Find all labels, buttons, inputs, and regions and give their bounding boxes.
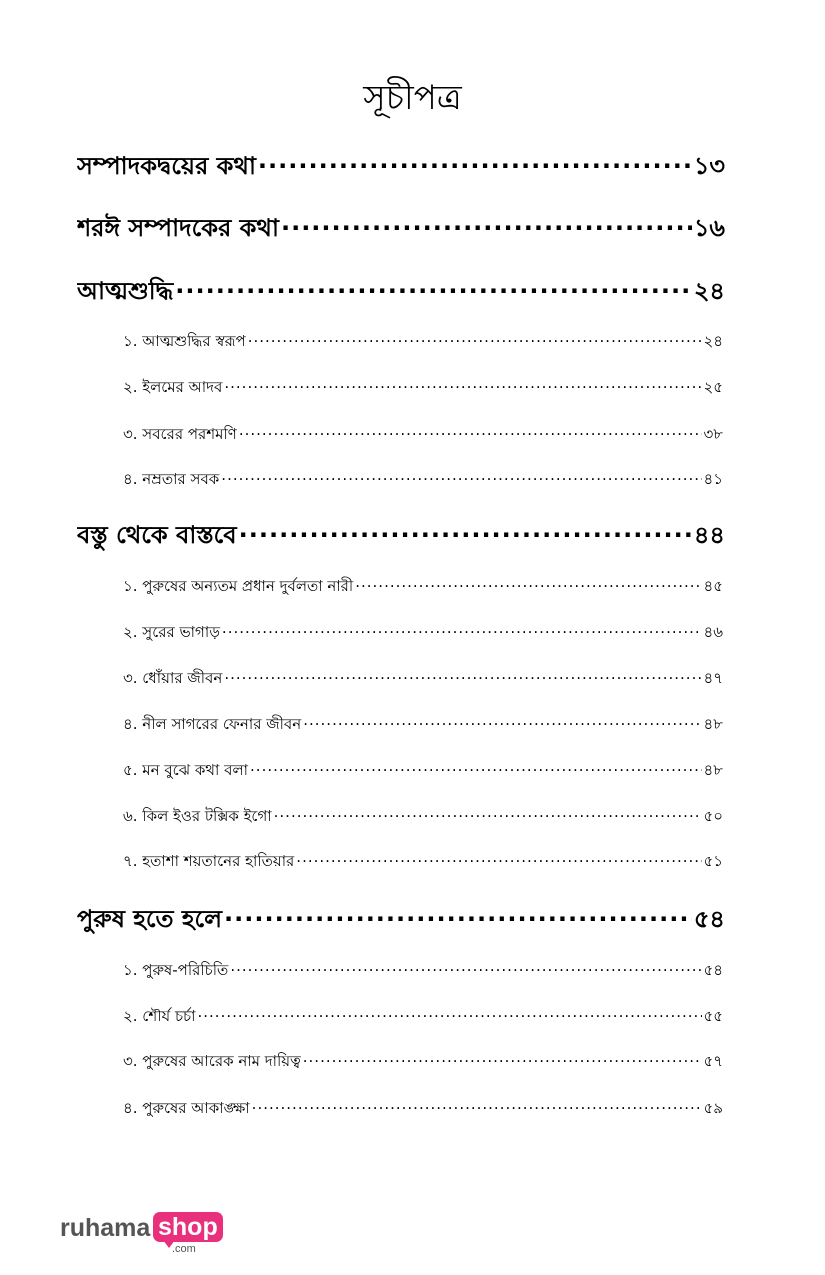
toc-leader-dots xyxy=(224,903,692,927)
toc-entry-title: ১. আত্মশুদ্ধির স্বরূপ xyxy=(123,332,246,350)
logo-wordmark-ruhama: ruhama xyxy=(60,1214,151,1242)
toc-chapter-row xyxy=(77,210,725,244)
toc-section-row xyxy=(123,759,723,783)
toc-leader-dots xyxy=(175,275,692,299)
toc-page-number: ৫৪ xyxy=(703,961,723,979)
toc-page-number: ৪৭ xyxy=(703,669,723,687)
toc-page-number: ৪৪ xyxy=(693,521,725,549)
toc-entry-title: ২. সুরের ভাগাড় xyxy=(123,623,220,641)
toc-entry-title: ২. ইলমের আদব xyxy=(123,378,223,396)
page-title: সূচীপত্র xyxy=(363,78,462,118)
logo-wordmark-shop: shop xyxy=(153,1212,223,1242)
toc-leader-dots xyxy=(296,851,701,866)
toc-page-number: ২৪ xyxy=(693,277,725,305)
toc-page-number: ১৩ xyxy=(693,152,725,180)
toc-section-row xyxy=(123,376,723,400)
toc-page-number: ৩৮ xyxy=(703,425,723,443)
logo-domain-suffix: .com xyxy=(172,1243,196,1255)
toc-page-number: ৪৫ xyxy=(703,577,723,595)
toc-entry-title: সম্পাদকদ্বয়ের কথা xyxy=(77,152,256,180)
toc-page-number: ৫১ xyxy=(703,852,723,870)
toc-section-row xyxy=(123,621,723,645)
toc-page-number: ২৪ xyxy=(703,332,723,350)
toc-chapter-row xyxy=(77,273,725,307)
toc-section-row xyxy=(123,713,723,737)
toc-leader-dots xyxy=(252,1098,702,1113)
toc-leader-dots xyxy=(224,668,701,683)
toc-leader-dots xyxy=(239,424,702,439)
toc-section-row xyxy=(123,575,723,599)
toc-entry-title: ৪. নীল সাগরের ফেনার জীবন xyxy=(123,715,302,733)
toc-page-number: ৫৯ xyxy=(703,1099,723,1117)
toc-page-number: ৪৮ xyxy=(703,715,723,733)
toc-page-number: ৫৭ xyxy=(703,1052,723,1070)
toc-entry-title: ৬. কিল ইওর টক্সিক ইগো xyxy=(123,807,272,825)
toc-entry-title: ৭. হতাশা শয়তানের হাতিয়ার xyxy=(123,852,295,870)
toc-entry-title: ৫. মন বুঝে কথা বলা xyxy=(123,761,249,779)
toc-leader-dots xyxy=(250,760,702,775)
toc-page-number: ৪৮ xyxy=(703,761,723,779)
toc-section-row xyxy=(123,1097,723,1121)
toc-section-row xyxy=(123,667,723,691)
toc-section-row xyxy=(123,423,723,447)
toc-entry-title: ৩. পুরুষের আরেক নাম দায়িত্ব xyxy=(123,1052,301,1070)
toc-section-row xyxy=(123,805,723,829)
toc-leader-dots xyxy=(258,150,692,174)
toc-section-row xyxy=(123,330,723,354)
toc-leader-dots xyxy=(303,1051,702,1066)
toc-chapter-row xyxy=(77,517,725,551)
toc-entry-title: ১. পুরুষের অন্যতম প্রধান দুর্বলতা নারী xyxy=(123,577,354,595)
toc-leader-dots xyxy=(281,212,692,236)
toc-page-number: ২৫ xyxy=(703,378,723,396)
toc-entry-title: ৪. পুরুষের আকাঙ্ক্ষা xyxy=(123,1099,250,1117)
toc-section-row xyxy=(123,850,723,874)
toc-leader-dots xyxy=(355,576,701,591)
toc-leader-dots xyxy=(222,622,702,637)
toc-section-row xyxy=(123,1050,723,1074)
toc-leader-dots xyxy=(221,469,701,484)
toc-leader-dots xyxy=(198,1006,702,1021)
toc-leader-dots xyxy=(274,806,702,821)
toc-page-number: ৫৫ xyxy=(703,1007,723,1025)
ruhamashop-logo xyxy=(60,1210,230,1260)
toc-entry-title: শরঈ সম্পাদকের কথা xyxy=(77,214,279,242)
toc-chapter-row xyxy=(77,901,725,935)
toc-section-row xyxy=(123,959,723,983)
toc-page-number: ৫০ xyxy=(703,807,723,825)
toc-leader-dots xyxy=(230,960,701,975)
toc-leader-dots xyxy=(224,377,701,392)
toc-page-number: ১৬ xyxy=(693,214,725,242)
toc-section-row xyxy=(123,468,723,492)
toc-page-number: ৫৪ xyxy=(693,905,725,933)
toc-entry-title: ২. শৌর্য চর্চা xyxy=(123,1007,196,1025)
toc-entry-title: পুরুষ হতে হলে xyxy=(77,905,223,933)
toc-chapter-row xyxy=(77,148,725,182)
toc-page-number: ৪৬ xyxy=(703,623,723,641)
toc-entry-title: ১. পুরুষ-পরিচিতি xyxy=(123,961,229,979)
toc-leader-dots xyxy=(248,331,702,346)
toc-leader-dots xyxy=(303,714,701,729)
toc-entry-title: ৪. নম্রতার সবক xyxy=(123,470,220,488)
toc-leader-dots xyxy=(239,519,692,543)
toc-page-number: ৪১ xyxy=(703,470,723,488)
toc-entry-title: ৩. ধোঁয়ার জীবন xyxy=(123,669,223,687)
toc-entry-title: আত্মশুদ্ধি xyxy=(77,277,174,305)
toc-entry-title: ৩. সবরের পরশমণি xyxy=(123,425,237,443)
toc-entry-title: বস্তু থেকে বাস্তবে xyxy=(77,521,237,549)
toc-section-row xyxy=(123,1005,723,1029)
